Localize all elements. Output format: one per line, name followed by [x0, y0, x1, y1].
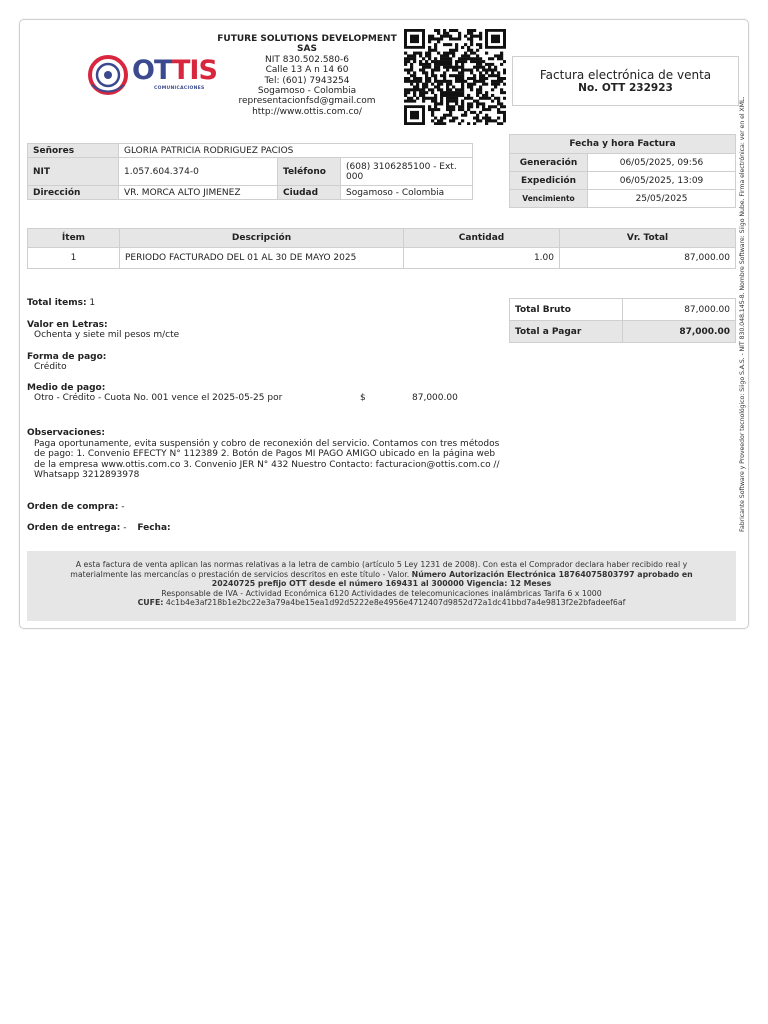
client-nit: 1.057.604.374-0 [119, 158, 278, 186]
forma-pago-label: Forma de pago: [27, 351, 107, 362]
item-quantity: 1.00 [404, 248, 560, 269]
forma-pago: Crédito [34, 362, 67, 372]
observaciones-label: Observaciones: [27, 428, 106, 438]
footer-cufe: 4c1b4e3af218b1e2bc22e3a79a4be15ea1d92d5222e8e4956e4712407d9852d72a1dc41bbd7a4e9813f2e2bfadeef6af [165, 598, 626, 608]
orden-compra-row [27, 502, 124, 513]
company-phone: Tel: (601) 7943254 [264, 75, 350, 86]
dates-ven-label: Vencimiento [510, 190, 588, 208]
medio-pago: Otro - Crédito - Cuota No. 001 vence el 2025-05-25 por [34, 393, 283, 403]
total-items-label: Total items: [27, 298, 87, 308]
observaciones-block [27, 428, 502, 481]
total-bruto: 87,000.00 [623, 299, 736, 321]
items-table [27, 228, 736, 269]
dates-gen: 06/05/2025, 09:56 [588, 154, 736, 172]
client-city-label: Ciudad [278, 186, 341, 200]
totals-table [509, 298, 736, 343]
orden-compra-label: Orden de compra: [27, 502, 119, 512]
dates-exp-label: Expedición [510, 172, 588, 190]
observaciones: Paga oportunamente, evita suspensión y cobro de reconexión del servicio. Contamos con tres métodos de pago: 1. Convenio EFECTY N° 112389 2. Botón de Pagos MI PAGO AMIGO ubicado en la página web de la empresa www.ottis.com.co 3. Convenio JER N° 432 Nuestro Contacto: facturacion@ottis.com.co // Whatsapp 3212893978 [34, 438, 500, 480]
total-items-value: 1 [89, 298, 96, 308]
medio-pago-label: Medio de pago: [27, 382, 106, 393]
item-total: 87,000.00 [560, 248, 736, 269]
client-nit-label: NIT [28, 158, 119, 186]
client-table [27, 143, 473, 200]
client-dir: VR. MORCA ALTO JIMENEZ [119, 186, 278, 200]
company-web[interactable]: http://www.ottis.com.co/ [252, 106, 362, 117]
qr-code [404, 29, 506, 125]
client-dir-label: Dirección [28, 186, 119, 200]
orden-entrega-label: Orden de entrega: [27, 523, 121, 533]
legal-footer [27, 551, 736, 621]
items-header-item: Ítem [28, 229, 120, 248]
company-logo [86, 52, 216, 98]
client-city: Sogamoso - Colombia [341, 186, 473, 200]
document-number: No. OTT 232923 [578, 82, 673, 94]
items-header-qty: Cantidad [404, 229, 560, 248]
logo-mark-icon [86, 52, 132, 98]
table-row [28, 248, 736, 269]
orden-compra: - [121, 502, 125, 512]
item-number: 1 [28, 248, 120, 269]
document-title-box [512, 56, 739, 106]
company-nit: NIT 830.502.580-6 [265, 54, 349, 65]
document-type: Factura electrónica de venta [539, 68, 712, 82]
invoice-info [27, 298, 502, 404]
valor-letras: Ochenta y siete mil pesos m/cte [34, 330, 180, 340]
company-name: FUTURE SOLUTIONS DEVELOPMENT SAS [217, 34, 397, 55]
qr-code-icon [404, 29, 506, 125]
company-city: Sogamoso - Colombia [257, 86, 357, 97]
medio-pago-row [27, 393, 502, 404]
dates-header: Fecha y hora Factura [510, 135, 736, 154]
dates-gen-label: Generación [510, 154, 588, 172]
logo-wordmark: OTTIS [132, 55, 217, 86]
items-header-desc: Descripción [120, 229, 404, 248]
items-header-total: Vr. Total [560, 229, 736, 248]
fecha-entrega-label: Fecha: [137, 523, 171, 533]
client-senores-label: Señores [28, 144, 119, 158]
dates-exp: 06/05/2025, 13:09 [588, 172, 736, 190]
orden-entrega-row [27, 523, 171, 534]
footer-auth: Número Autorización Electrónica 18764075803797 aprobado en 20240725 prefijo OTT desde el número 169431 al 300000 Vigencia: 12 Meses [211, 569, 693, 589]
client-tel: (608) 3106285100 - Ext. 000 [341, 158, 473, 186]
logo-subtitle: COMUNICACIONES [154, 86, 205, 91]
dates-ven: 25/05/2025 [588, 190, 736, 208]
client-tel-label: Teléfono [278, 158, 341, 186]
company-info [212, 34, 402, 117]
valor-letras-label: Valor en Letras: [27, 319, 108, 330]
company-address: Calle 13 A n 14 60 [265, 65, 349, 76]
medio-pago-currency: $ [360, 393, 366, 403]
company-email[interactable]: representacionfsd@gmail.com [238, 96, 376, 107]
dates-table [509, 134, 736, 208]
total-bruto-label: Total Bruto [510, 299, 623, 321]
footer-iva: Responsable de IVA - Actividad Económica 6120 Actividades de telecomunicaciones inalámbricas Tarifa 6 x 1000 [161, 588, 602, 598]
orden-entrega: - [123, 523, 127, 533]
side-software-text [733, 96, 746, 532]
client-senores: GLORIA PATRICIA RODRIGUEZ PACIOS [119, 144, 473, 158]
item-description: PERIODO FACTURADO DEL 01 AL 30 DE MAYO 2025 [120, 248, 404, 269]
total-pagar: 87,000.00 [623, 321, 736, 343]
footer-cufe-label: CUFE: [137, 598, 164, 608]
footer-legal: A esta factura de venta aplican las normas relativas a la letra de cambio (artículo 5 Ley 1231 de 2008). Con esta el Comprador declara haber recibido real y materialmente las mercancías o prestación de servicios descritos en este título - Valor. [70, 560, 688, 579]
side-software-label: Fabricante Software y Proveedor tecnológico: Siigo S.A.S. - NIT 830.048.145-8. Nombre Software: Siigo Nube. Firma electrónica: ver en el XML. [739, 96, 746, 532]
total-pagar-label: Total a Pagar [510, 321, 623, 343]
medio-pago-amount: 87,000.00 [412, 393, 458, 403]
